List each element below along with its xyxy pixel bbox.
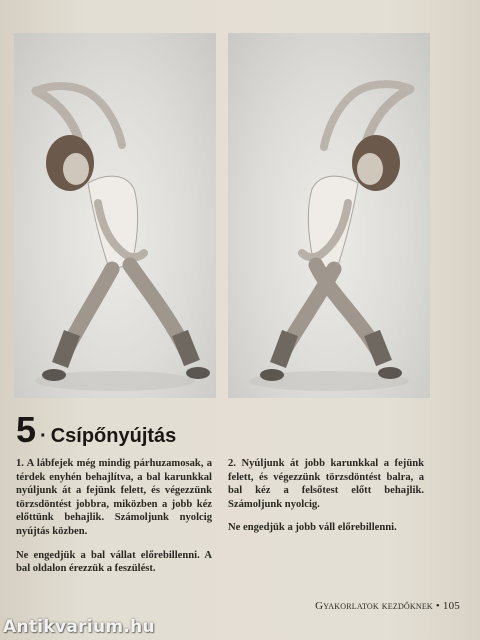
instructions-column-left — [16, 457, 212, 586]
exercise-separator: · — [40, 425, 47, 447]
instructions-column-right — [228, 457, 424, 545]
page-number: 105 — [442, 600, 460, 612]
exercise-photo-left — [14, 33, 216, 398]
instruction-step-2: 2. Nyúljunk át jobb karunkkal a fejünk felett, és végezzünk törzsdöntést balra, a bal kéz a felsőtest előtt behajlik. Számoljunk nyolcig. — [228, 458, 424, 510]
stretching-figure-left — [14, 33, 216, 398]
running-head: Gyakorlatok kezdőknek — [315, 600, 433, 612]
instruction-note-2: Ne engedjük a jobb váll előrebillenni. — [228, 522, 397, 534]
exercise-heading — [16, 409, 177, 450]
instruction-step-1: 1. A lábfejek még mindig párhuzamosak, a térdek enyhén behajlítva, a bal karunkkal nyúljunk át a fejünk felett, és végezzünk törzsdöntést jobbra, miközben a jobb kéz előttünk behajlik. Számoljunk nyolcig nyújtás közben. — [16, 458, 212, 537]
page-footer — [315, 600, 460, 612]
exercise-number: 5 — [16, 409, 37, 450]
footer-bullet: • — [435, 600, 440, 612]
exercise-title: Csípőnyújtás — [50, 425, 177, 447]
instruction-note-1: Ne engedjük a bal vállat előrebillenni. A bal oldalon érezzük a feszülést. — [16, 549, 212, 575]
watermark: Antikvarium.hu — [3, 617, 155, 637]
exercise-photo-right — [228, 33, 430, 398]
stretching-figure-right — [228, 33, 430, 398]
